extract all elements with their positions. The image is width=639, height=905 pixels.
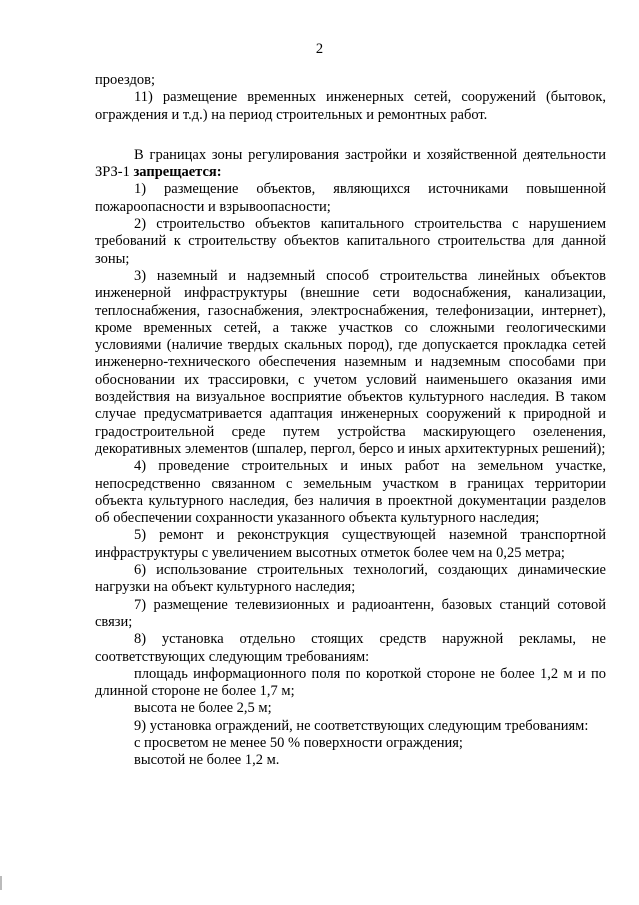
- page-number: 2: [315, 41, 324, 57]
- zone-heading-bold: запрещается:: [133, 164, 222, 181]
- paragraph-item-7: 7) размещение телевизионных и радиоантенн, базовых станций сотовой связи;: [95, 596, 606, 630]
- document-body: [95, 72, 606, 770]
- paragraph-item-8-area: площадь информационного поля по короткой стороне не более 1,2 м и по длинной стороне не более 1,7 м;: [95, 665, 606, 700]
- paragraph-item-1: 1) размещение объектов, являющихся источниками повышенной пожароопасности и взрывоопасности;: [95, 181, 606, 215]
- scan-edge-mark: [0, 876, 2, 890]
- paragraph-zone-heading: [95, 147, 606, 182]
- paragraph-item-9-height: высотой не более 1,2 м.: [134, 752, 280, 769]
- paragraph-item-9-clearance: с просветом не менее 50 % поверхности ограждения;: [134, 734, 463, 751]
- paragraph-gap: [95, 124, 606, 147]
- paragraph-item-8-height: высота не более 2,5 м;: [134, 700, 272, 717]
- paragraph-item-11: 11) размещение временных инженерных сетей, сооружений (бытовок, ограждения и т.д.) на период строительных и ремонтных работ.: [95, 89, 606, 123]
- paragraph-item-2: 2) строительство объектов капитального строительства с нарушением требований к строительству объектов капитального строительства для данной зоны;: [95, 216, 606, 267]
- paragraph-item-6: 6) использование строительных технологий, создающих динамические нагрузки на объект культурного наследия;: [95, 562, 606, 596]
- paragraph-item-5: 5) ремонт и реконструкция существующей наземной транспортной инфраструктуры с увеличением высотных отметок более чем на 0,25 метра;: [95, 527, 606, 561]
- paragraph-item-8: 8) установка отдельно стоящих средств наружной рекламы, не соответствующих следующим требованиям:: [95, 631, 606, 665]
- paragraph-item-3: 3) наземный и надземный способ строительства линейных объектов инженерной инфраструктуры (внешние сети водоснабжения, канализации, теплоснабжения, газоснабжения, электроснабжения, телефонизации, интернет), кроме временных сетей, а также участков со сложными геологическими условиями (наличие твердых скальных пород), где допускается прокладка сетей инженерно-технического обеспечения наземным и надземным способами при обосновании их трассировки, с учетом условий наименьшего оказания ими воздействия на визуальное восприятие объектов культурного наследия. В таком случае предусматривается адаптация инженерных сооружений к природной и градостроительной среде путем устройства маскирующего озеленения, декоративных элементов (шпалер, пергол, берсо и иных архитектурных решений);: [95, 267, 606, 457]
- paragraph-item-9: 9) установка ограждений, не соответствующих следующим требованиям:: [134, 717, 589, 734]
- zone-heading-text: В границах зоны регулирования застройки и хозяйственной деятельности ЗРЗ-1: [95, 146, 606, 181]
- paragraph-item-4: 4) проведение строительных и иных работ на земельном участке, непосредственно связанном с земельным участком в границах территории объекта культурного наследия, без наличия в проектной документации разделов об обеспечении сохранности указанного объекта культурного наследия;: [95, 458, 606, 527]
- paragraph-continuation: проездов;: [95, 72, 156, 88]
